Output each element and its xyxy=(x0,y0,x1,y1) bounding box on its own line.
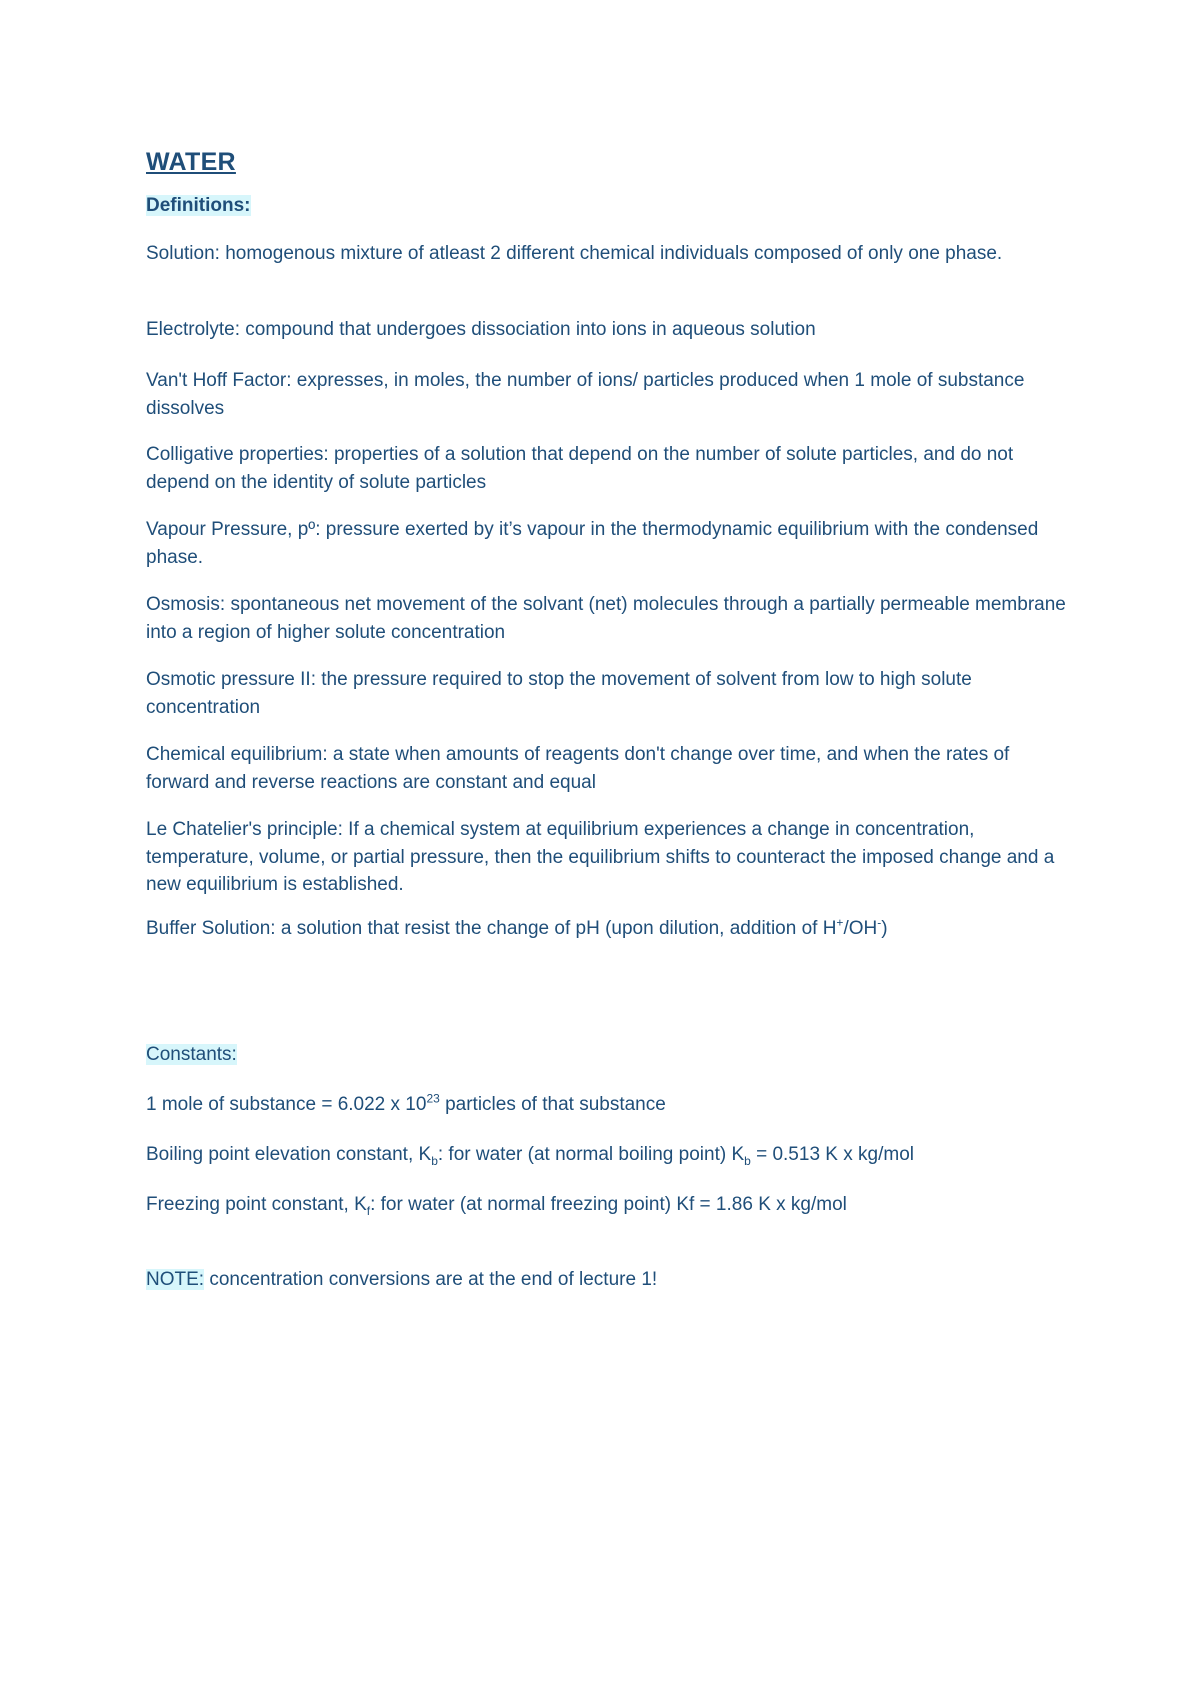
note-line xyxy=(146,1266,1076,1294)
constant-kf xyxy=(146,1191,1076,1219)
note-label: NOTE: xyxy=(146,1269,205,1290)
definition-osmosis: Osmosis: spontaneous net movement of the solvant (net) molecules through a partially permeable membrane into a region of higher solute concentration xyxy=(146,594,1066,643)
definition-osmotic-pressure: Osmotic pressure II: the pressure required to stop the movement of solvent from low to high solute concentration xyxy=(146,669,972,718)
constant-kb-mid: : for water (at normal boiling point) K xyxy=(437,1144,745,1165)
definition-buffer-solution xyxy=(146,915,1076,943)
definition-vapour-pressure: Vapour Pressure, pº: pressure exerted by it’s vapour in the thermodynamic equilibrium with the condensed phase. xyxy=(146,519,1039,568)
definition-chemical-equilibrium: Chemical equilibrium: a state when amounts of reagents don't change over time, and when the rates of forward and reverse reactions are constant and equal xyxy=(146,744,1010,793)
constant-kb xyxy=(146,1141,1076,1169)
buffer-sup-minus: - xyxy=(877,915,882,930)
document-title: WATER xyxy=(146,148,236,176)
buffer-sup-plus: + xyxy=(836,915,844,930)
constant-kb-post: = 0.513 K x kg/mol xyxy=(750,1144,914,1165)
buffer-end: ) xyxy=(881,918,888,939)
buffer-text: Buffer Solution: a solution that resist the change of pH (upon dilution, addition of H xyxy=(146,918,837,939)
constant-mole xyxy=(146,1091,1076,1119)
definition-solution: Solution: homogenous mixture of atleast 2 different chemical individuals composed of only one phase. xyxy=(146,243,1003,264)
definitions-heading xyxy=(146,192,251,219)
definitions-heading-label: Definitions: xyxy=(146,195,251,216)
definition-le-chatelier: Le Chatelier's principle: If a chemical system at equilibrium experiences a change in concentration, temperature, volume, or partial pressure, then the equilibrium shifts to counteract the imposed change and a new equilibrium is established. xyxy=(146,819,1055,895)
constant-kf-pre: Freezing point constant, K xyxy=(146,1194,367,1215)
constants-heading-label: Constants: xyxy=(146,1044,237,1065)
definition-electrolyte: Electrolyte: compound that undergoes dissociation into ions in aqueous solution xyxy=(146,319,816,340)
constant-kf-sub: f xyxy=(366,1203,371,1218)
constant-mole-pre: 1 mole of substance = 6.022 x 10 xyxy=(146,1094,427,1115)
definition-colligative-properties: Colligative properties: properties of a solution that depend on the number of solute particles, and do not depend on the identity of solute particles xyxy=(146,444,1014,493)
constant-mole-exponent: 23 xyxy=(426,1091,440,1106)
constant-mole-post: particles of that substance xyxy=(439,1094,666,1115)
constants-heading xyxy=(146,1041,237,1068)
constant-kb-sub1: b xyxy=(431,1153,438,1168)
constant-kf-post: : for water (at normal freezing point) Kf = 1.86 K x kg/mol xyxy=(370,1194,847,1215)
constant-kb-sub2: b xyxy=(744,1153,751,1168)
definition-vant-hoff-factor: Van't Hoff Factor: expresses, in moles, the number of ions/ particles produced when 1 mole of substance dissolves xyxy=(146,370,1025,419)
buffer-mid: /OH xyxy=(843,918,878,939)
note-text: concentration conversions are at the end of lecture 1! xyxy=(204,1269,658,1290)
constant-kb-pre: Boiling point elevation constant, K xyxy=(146,1144,432,1165)
